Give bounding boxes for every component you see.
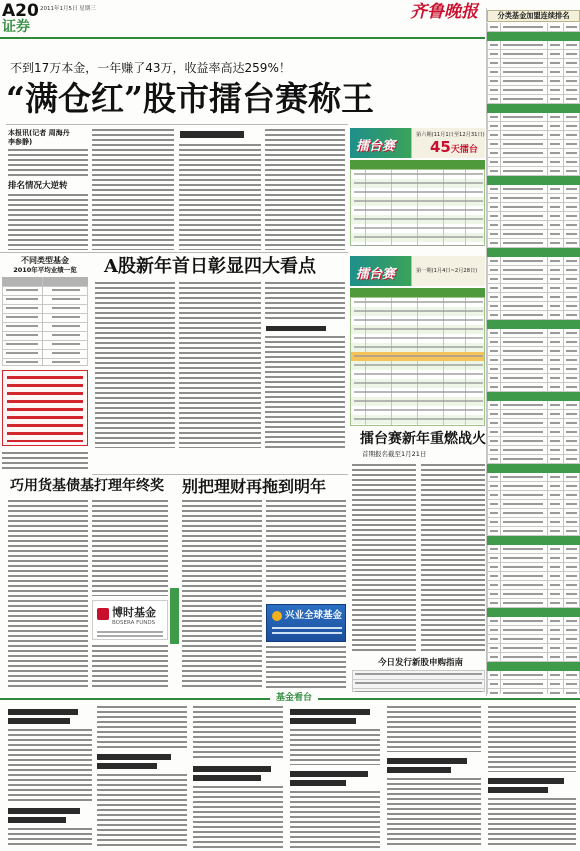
fund-news-headline — [290, 771, 368, 777]
xingye-name: 兴业全球基金 — [285, 610, 343, 621]
ipo-guide-title: 今日发行新股申购指南 — [378, 658, 464, 668]
fund-news-headline — [8, 718, 70, 724]
article-body-text — [488, 798, 576, 848]
ranking-col-line — [500, 23, 501, 694]
table-cell-text — [354, 298, 483, 426]
ranking-category-row — [487, 392, 580, 401]
xingye-logo-icon — [272, 611, 282, 621]
contest-label: 擂台赛 — [356, 139, 396, 154]
fund-table-title-2: 2010年平均业绩一览 — [13, 266, 77, 274]
ranking-col-line — [563, 23, 564, 694]
masthead-logo: 齐鲁晚报 — [410, 2, 478, 22]
contest-table — [350, 297, 485, 426]
article-body-text — [290, 729, 380, 765]
lead-byline-line1: 本报讯(记者 周海丹 — [8, 129, 70, 137]
ranking-category-row — [487, 320, 580, 329]
lead-headline: “满仓红”股市擂台赛称王 — [6, 79, 374, 118]
article-body-text — [92, 129, 174, 250]
fund-news-headline — [97, 754, 171, 760]
lead-byline — [8, 129, 88, 147]
bosera-ad[interactable] — [92, 600, 168, 640]
ranking-cell-text — [490, 23, 498, 694]
article-body-text — [352, 464, 416, 654]
table-cell-text — [6, 286, 38, 366]
contest-table — [350, 169, 485, 246]
fund-news-headline — [387, 758, 467, 764]
right-column-title: 分类基金加盟连续排名 — [487, 10, 580, 22]
column-subhead — [266, 326, 326, 331]
ranking-category-row — [487, 32, 580, 41]
ranking-cell-text — [566, 23, 577, 694]
ranking-category-row — [487, 536, 580, 545]
article-body-text — [8, 194, 88, 250]
fund-news-headline — [488, 778, 564, 784]
article-body-text — [8, 828, 92, 848]
page-date: 2011年1月5日 星期三 — [40, 6, 96, 12]
table-cell-text — [354, 170, 483, 246]
article-body-text — [266, 500, 346, 600]
article-body-text — [488, 706, 576, 772]
article-body-text — [193, 706, 283, 760]
article-body-text — [421, 464, 485, 654]
article-body-text — [8, 149, 88, 179]
contest-period: 第一期(1月4日~2月28日) — [416, 268, 478, 274]
article-body-text — [92, 645, 168, 690]
contest-duration-num: 45 — [430, 138, 451, 156]
finance-story-headline: 别把理财再拖到明年 — [182, 477, 327, 496]
ranking-category-row — [487, 104, 580, 113]
fund-table-block — [2, 256, 88, 366]
ranking-category-row — [487, 608, 580, 617]
contest-duration — [430, 139, 478, 155]
ranking-cell-text — [550, 23, 560, 694]
table-cell-text — [52, 286, 80, 366]
section-rule — [92, 474, 348, 475]
xingye-ad[interactable] — [266, 604, 346, 642]
fund-news-headline — [8, 709, 78, 715]
lead-byline-line2: 李参静) — [8, 138, 33, 146]
ranking-category-row — [487, 662, 580, 671]
article-body-text — [265, 282, 345, 322]
ranking-cell-text — [503, 23, 543, 694]
ranking-category-row — [487, 248, 580, 257]
fund-news-headline — [290, 718, 356, 724]
contest-story-headline: 擂台赛新年重燃战火 — [360, 431, 486, 447]
contest-table-header — [350, 160, 485, 169]
column-subhead — [180, 131, 244, 138]
ranking-category-row — [487, 176, 580, 185]
ad-text — [272, 627, 342, 637]
column-tag — [170, 588, 179, 644]
lead-kicker: 不到17万本金，一年赚了43万，收益率高达259%！ — [10, 61, 291, 75]
promo-box — [2, 370, 88, 446]
a-shares-headline: A股新年首日彰显四大看点 — [104, 256, 316, 277]
article-body-text — [97, 706, 187, 748]
fund-news-headline — [290, 780, 346, 786]
contest-period: 第六期(11月1日至12月31日) — [416, 132, 485, 138]
ranking-category-row — [487, 464, 580, 473]
fund-news-headline — [387, 767, 451, 773]
article-body-text — [95, 282, 175, 448]
contest-table-header — [350, 288, 485, 297]
article-body-text — [92, 500, 168, 596]
article-body-text — [8, 729, 92, 803]
ranking-col-line — [547, 23, 548, 694]
fund-news-headline — [290, 709, 370, 715]
bonus-story-headline: 巧用货基债基打理年终奖 — [10, 478, 164, 494]
article-body-text — [387, 706, 481, 752]
article-body-text — [265, 129, 345, 250]
fund-news-headline — [8, 817, 66, 823]
fund-news-headline — [8, 808, 80, 814]
article-body-text — [97, 774, 187, 848]
article-body-text — [387, 778, 481, 848]
article-body-text — [265, 336, 345, 448]
article-body-text — [2, 452, 88, 470]
lead-subhead: 排名情况大逆转 — [8, 181, 68, 191]
article-body-text — [8, 500, 88, 690]
table-cell-text — [355, 670, 482, 692]
bosera-logo-icon — [97, 608, 109, 620]
article-body-text — [182, 500, 262, 690]
fund-news-headline — [488, 787, 548, 793]
fund-section-title: 基金看台 — [270, 693, 318, 704]
page-number: A20 — [2, 1, 39, 21]
promo-box-text — [7, 376, 83, 442]
table-col-line — [42, 277, 43, 366]
contest-duration-unit: 天擂台 — [450, 145, 478, 155]
contest-label: 擂台赛 — [356, 267, 396, 282]
article-body-text — [266, 646, 346, 690]
section-rule — [6, 124, 348, 125]
fund-news-headline — [97, 763, 157, 769]
section-title: 证券 — [2, 19, 30, 35]
article-body-text — [290, 791, 380, 848]
bosera-name: 博时基金 — [112, 606, 156, 619]
fund-table-title-1: 不同类型基金 — [21, 256, 69, 265]
fund-news-headline — [193, 775, 261, 781]
article-body-text — [193, 786, 283, 848]
ad-text — [97, 631, 163, 637]
fund-table-header — [2, 277, 88, 286]
fund-news-headline — [193, 766, 271, 772]
contest-box-2 — [350, 256, 485, 426]
right-column-ranking — [487, 10, 580, 694]
article-body-text — [179, 282, 261, 448]
section-rule — [0, 252, 348, 253]
bosera-name-en: BOSERA FUNDS — [112, 620, 156, 626]
header-rule — [0, 37, 485, 39]
article-body-text — [179, 144, 261, 250]
contest-box-1 — [350, 128, 485, 246]
contest-story-subhead: 首期报名截至1月21日 — [362, 450, 427, 458]
